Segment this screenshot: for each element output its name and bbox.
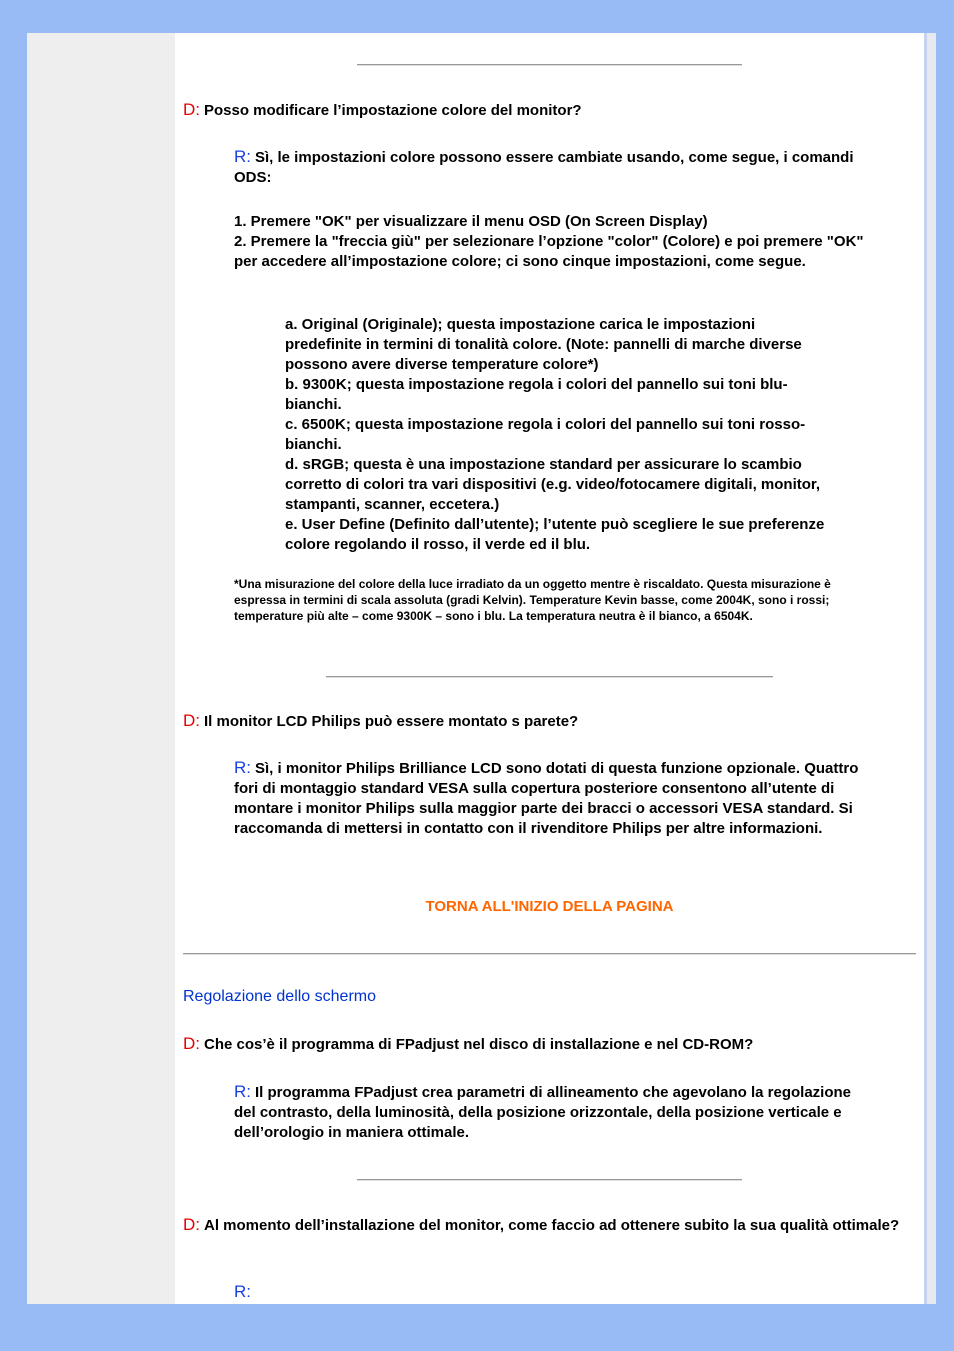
answer-text: Il programma FPadjust crea parametri di allineamento che agevolano la regolazione del contrasto, della luminosità, della posizione orizzontale, della posizione verticale e dell’orologio in maniera ottimale. <box>234 1084 852 1141</box>
page-frame <box>27 33 936 1304</box>
step-item: 1. Premere "OK" per visualizzare il menu OSD (On Screen Display) <box>234 213 708 230</box>
answer-tag: R: <box>234 147 251 166</box>
main-content <box>183 33 916 1304</box>
color-options-list <box>285 315 830 555</box>
question-tag: D: <box>183 1034 200 1053</box>
question-tag: D: <box>183 1215 200 1234</box>
question-text: Il monitor LCD Philips può essere montato s parete? <box>204 713 579 730</box>
question-4 <box>183 1215 908 1236</box>
question-text: Posso modificare l’impostazione colore del monitor? <box>204 102 582 119</box>
answer-3 <box>234 1082 854 1143</box>
question-text: Al momento dell’installazione del monitor, come faccio ad ottenere subito la sua qualità ottimale? <box>204 1217 900 1234</box>
answer-tag: R: <box>234 1282 251 1301</box>
section-heading: Regolazione dello schermo <box>183 988 376 1005</box>
option-item: d. sRGB; questa è una impostazione standard per assicurare lo scambio corretto di colori tra vari dispositivi (e.g. video/fotocamere digitali, monitor, stampanti, scanner, eccetera.) <box>285 456 821 513</box>
option-item: a. Original (Originale); questa impostazione carica le impostazioni predefinite in termini di tonalità colore. (Note: pannelli di marche diverse possono avere diverse temperature colore*) <box>285 316 802 373</box>
back-to-top-link[interactable]: TORNA ALL'INIZIO DELLA PAGINA <box>425 898 674 915</box>
divider <box>326 676 773 678</box>
footnote: *Una misurazione del colore della luce irradiato da un oggetto mentre è riscaldato. Questa misurazione è espressa in termini di scala assoluta (gradi Kelvin). Temperature Kevin basse, come 2004K, sono i rossi; temperature più alte – come 9300K – sono i blu. La temperatura neutra è il bianco, a 6504K. <box>234 577 831 623</box>
section-divider <box>183 953 916 955</box>
option-item: b. 9300K; questa impostazione regola i colori del pannello sui toni blu-bianchi. <box>285 376 788 413</box>
scrollbar[interactable] <box>924 33 936 1304</box>
answer-tag: R: <box>234 1082 251 1101</box>
question-text: Che cos’è il programma di FPadjust nel disco di installazione e nel CD-ROM? <box>204 1036 754 1053</box>
answer-4 <box>234 1282 874 1303</box>
divider <box>357 1179 742 1181</box>
question-tag: D: <box>183 100 200 119</box>
option-item: e. User Define (Definito dall’utente); l’utente può scegliere le sue preferenze colore regolando il rosso, il verde ed il blu. <box>285 516 825 553</box>
question-tag: D: <box>183 711 200 730</box>
divider <box>357 64 742 66</box>
left-sidebar <box>27 33 175 1304</box>
answer-2 <box>234 758 874 839</box>
option-item: c. 6500K; questa impostazione regola i colori del pannello sui toni rosso-bianchi. <box>285 416 806 453</box>
step-item: 2. Premere la "freccia giù" per selezionare l’opzione "color" (Colore) e poi premere "OK" per accedere all’impostazione colore; ci sono cinque impostazioni, come segue. <box>234 233 864 270</box>
answer-text: Sì, le impostazioni colore possono essere cambiate usando, come segue, i comandi ODS: <box>234 149 854 186</box>
question-1 <box>183 100 916 121</box>
answer-1 <box>234 147 874 188</box>
question-3 <box>183 1034 916 1055</box>
answer-text: Sì, i monitor Philips Brilliance LCD sono dotati di questa funzione opzionale. Quattro fori di montaggio standard VESA sulla copertura posteriore consentono all’utente di montare i monitor Philips sulla maggior parte dei bracci o accessori VESA standard. Si raccomanda di mettersi in contatto con il rivenditore Philips per altre informazioni. <box>234 760 859 837</box>
answer-tag: R: <box>234 758 251 777</box>
answer-1-steps <box>234 212 874 272</box>
question-2 <box>183 711 916 732</box>
